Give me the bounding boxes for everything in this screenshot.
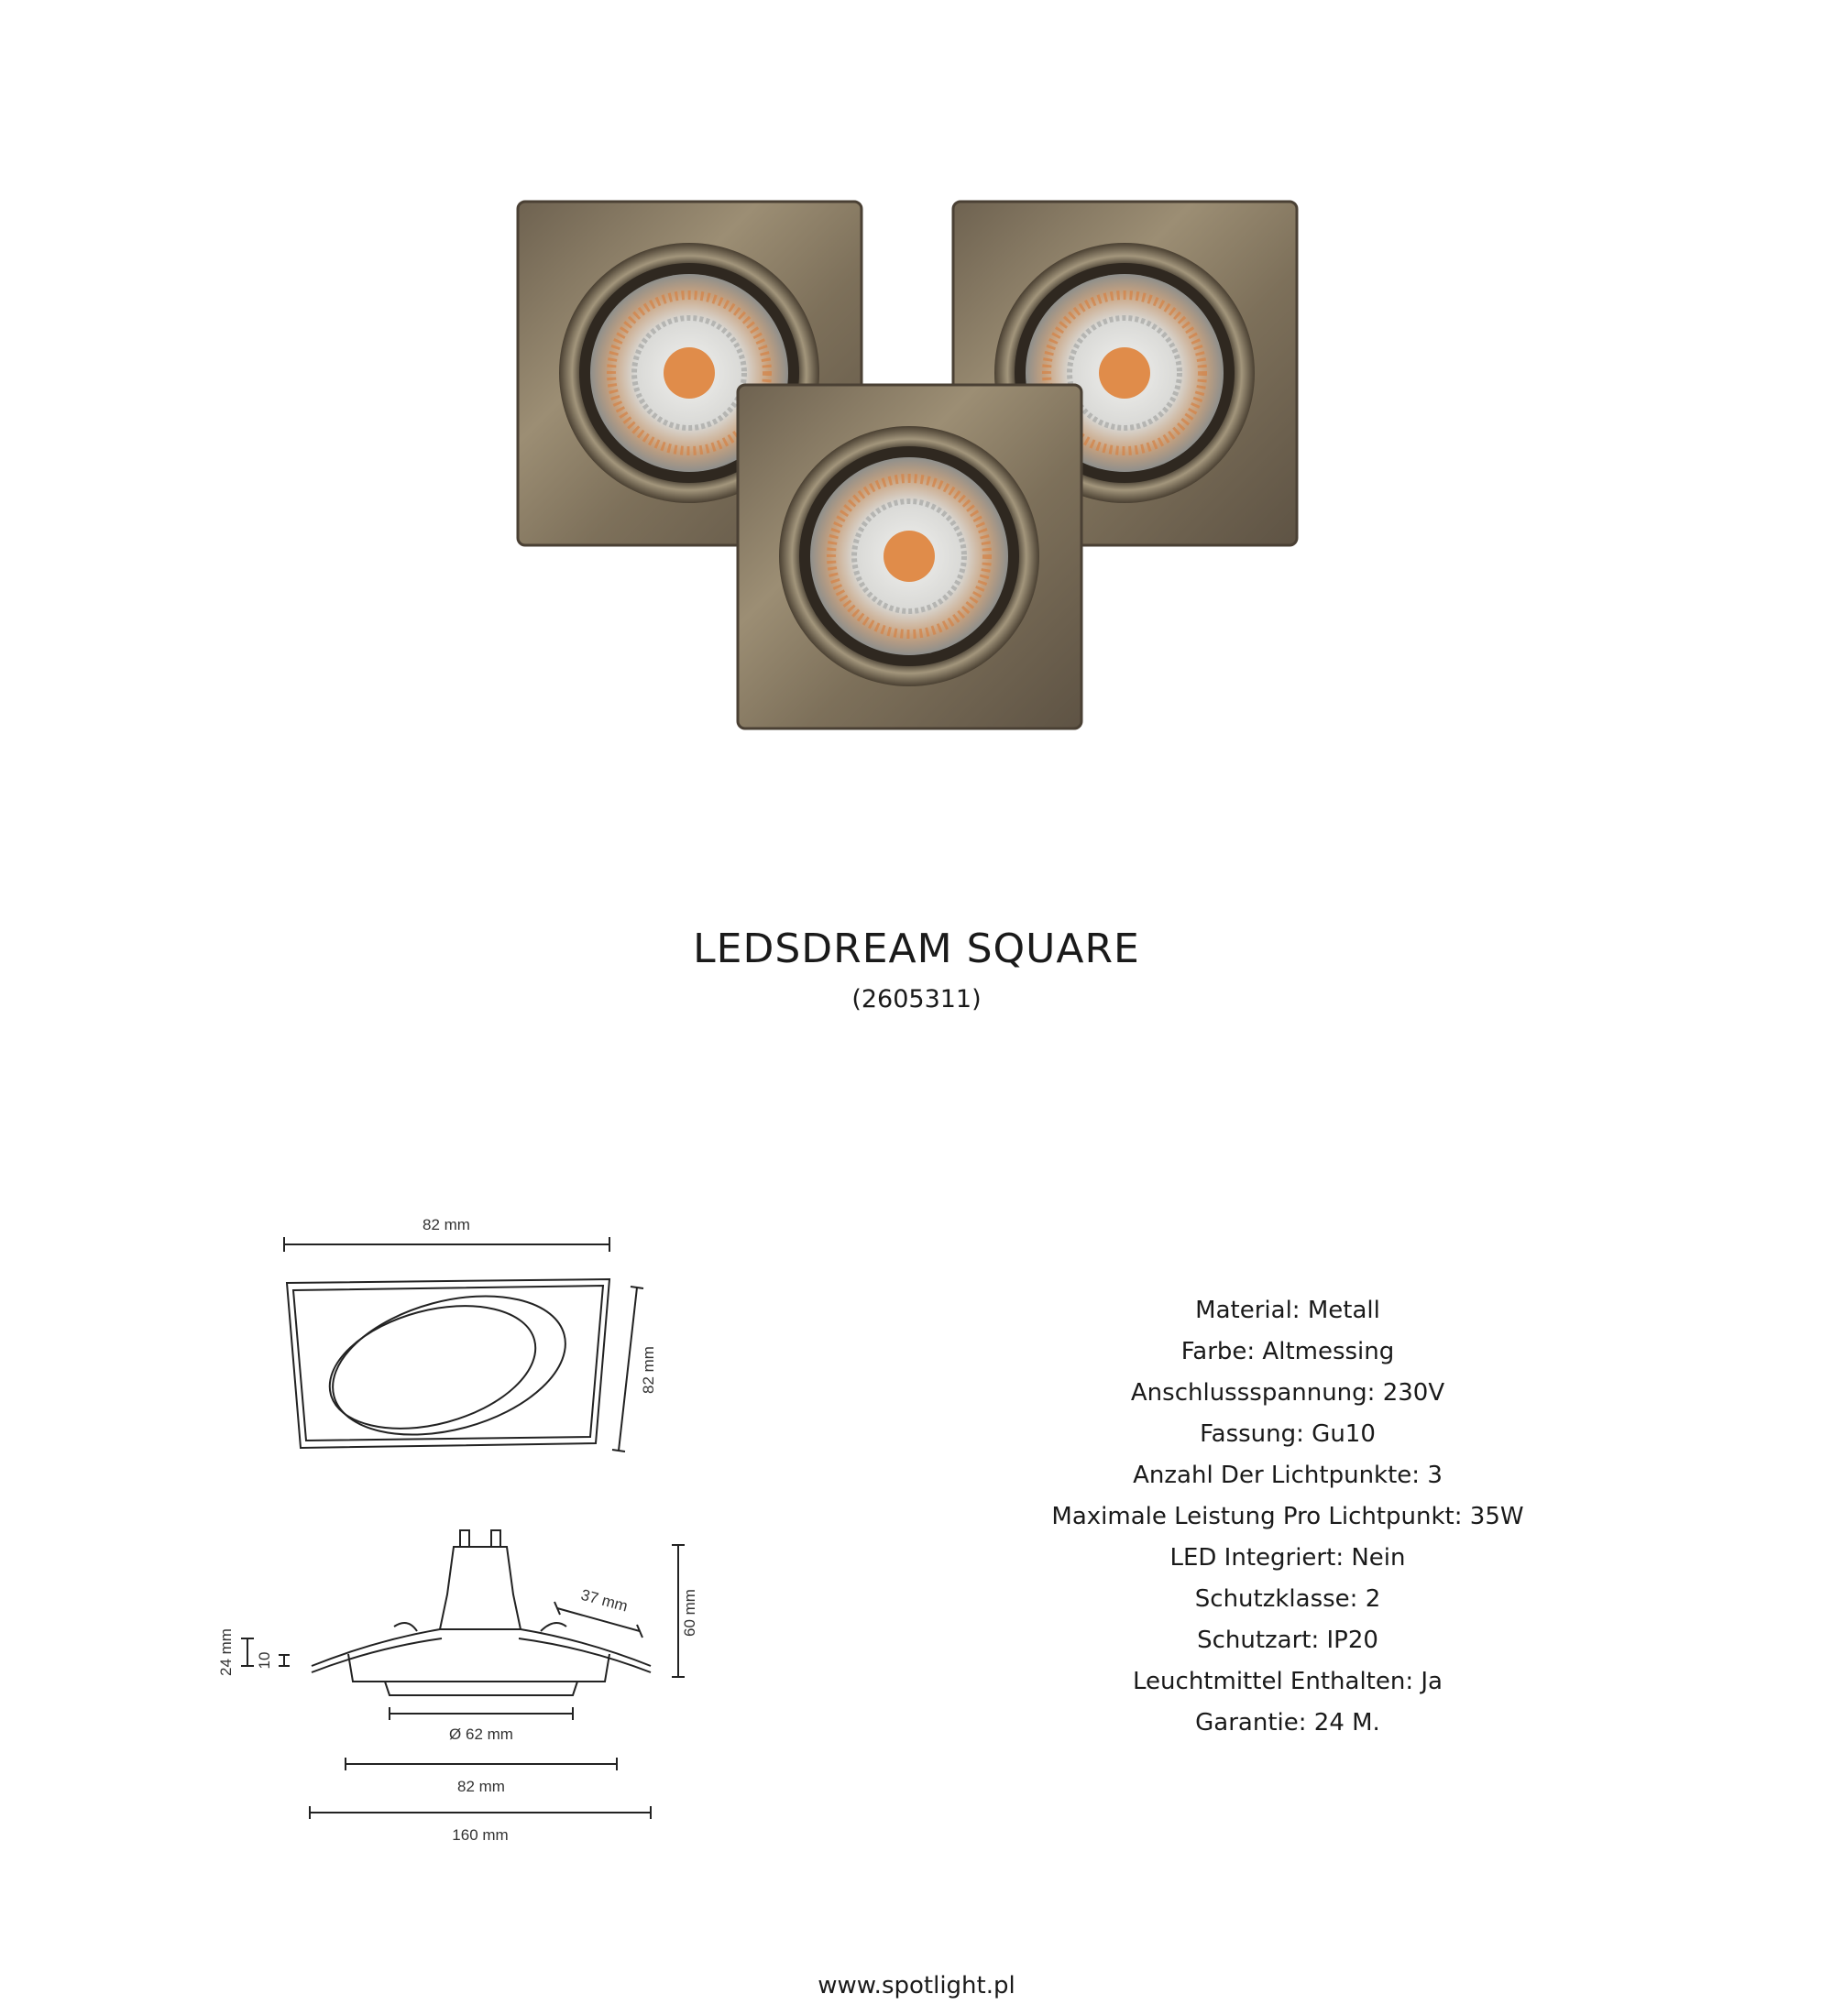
technical-drawing: [202, 1191, 715, 1851]
dim-frame: 82 mm: [457, 1778, 505, 1795]
dim-hole: Ø 62 mm: [449, 1726, 513, 1743]
dim-rim-inner: 10: [256, 1651, 273, 1670]
spec-max-power: Maximale Leistung Pro Lichtpunkt: 35W: [1051, 1503, 1524, 1530]
dim-spring: 37 mm: [578, 1585, 630, 1616]
product-photo: [513, 183, 1338, 733]
spec-warranty: Garantie: 24 M.: [1195, 1709, 1380, 1737]
spec-led-integrated: LED Integriert: Nein: [1169, 1544, 1406, 1572]
product-code: (2605311): [851, 985, 982, 1013]
spec-color: Farbe: Altmessing: [1180, 1338, 1395, 1365]
spec-material: Material: Metall: [1195, 1297, 1380, 1324]
downlight-front: [738, 385, 1081, 729]
spec-ip-rating: Schutzart: IP20: [1197, 1627, 1378, 1654]
dim-height: 60 mm: [681, 1589, 698, 1637]
dim-top-width: 82 mm: [423, 1216, 470, 1233]
dim-rim: 24 mm: [217, 1628, 235, 1676]
product-title: LEDSDREAM SQUARE: [693, 926, 1140, 972]
spec-bulb-included: Leuchtmittel Enthalten: Ja: [1133, 1668, 1443, 1695]
spec-socket: Fassung: Gu10: [1200, 1420, 1376, 1448]
spec-list: [1004, 1290, 1572, 1744]
footer-url[interactable]: www.spotlight.pl: [818, 1972, 1015, 2000]
dim-span: 160 mm: [452, 1826, 509, 1844]
spec-voltage: Anschlussspannung: 230V: [1130, 1379, 1445, 1407]
spec-protection-class: Schutzklasse: 2: [1194, 1585, 1381, 1613]
side-view: [217, 1530, 698, 1844]
dim-top-height: 82 mm: [640, 1346, 657, 1394]
top-view: [284, 1216, 657, 1458]
spec-light-points: Anzahl Der Lichtpunkte: 3: [1133, 1462, 1443, 1489]
